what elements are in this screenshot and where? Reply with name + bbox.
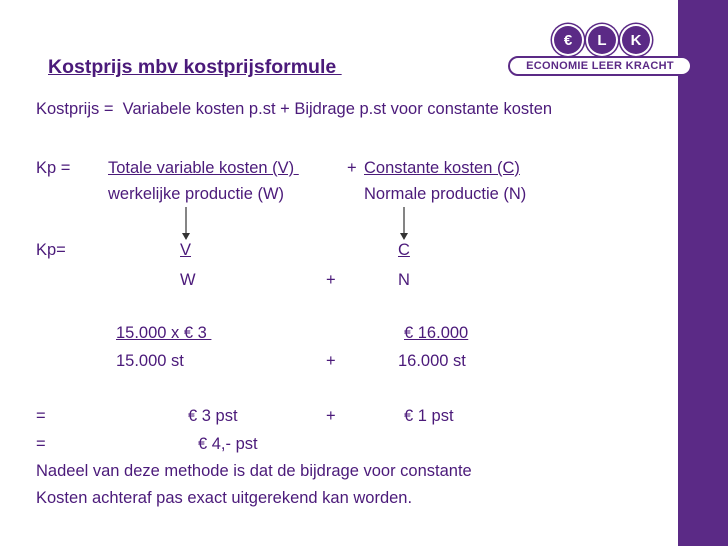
- numerator-constant-costs: Constante kosten (C): [364, 159, 520, 177]
- elk-logo: [508, 26, 692, 78]
- symbol-w: W: [180, 271, 196, 289]
- plus-sign-4: +: [326, 407, 336, 425]
- plus-sign-2: +: [326, 271, 336, 289]
- equals-sign-2: =: [36, 435, 46, 453]
- plus-sign: +: [347, 159, 357, 177]
- denominator-normal-production: Normale productie (N): [364, 185, 527, 203]
- plus-sign-3: +: [326, 352, 336, 370]
- slide-title: [48, 56, 342, 79]
- symbol-n: N: [398, 271, 410, 289]
- kp-label: Kp =: [36, 159, 71, 177]
- result-total-per-unit: € 4,- pst: [198, 435, 258, 453]
- denominator-actual-production: werkelijke productie (W): [108, 185, 285, 203]
- symbol-c: C: [398, 241, 410, 259]
- calc-numerator-constant: € 16.000: [404, 324, 469, 342]
- definition-line: Kostprijs = Variabele kosten p.st + Bijdrage p.st voor constante kosten: [36, 100, 553, 118]
- right-sidebar-band: [678, 0, 728, 546]
- kp2-label: Kp=: [36, 241, 66, 259]
- equals-sign-1: =: [36, 407, 46, 425]
- symbol-v: V: [180, 241, 192, 259]
- note-line-2: Kosten achteraf pas exact uitgerekend kan worden.: [36, 489, 413, 507]
- slide-title-text: Kostprijs mbv kostprijsformule: [48, 56, 342, 78]
- result-constant-per-unit: € 1 pst: [404, 407, 454, 425]
- result-variable-per-unit: € 3 pst: [188, 407, 238, 425]
- numerator-variable-costs: Totale variable kosten (V): [108, 159, 299, 177]
- note-line-1: Nadeel van deze methode is dat de bijdrage voor constante: [36, 462, 472, 480]
- calc-denominator-actual: 15.000 st: [116, 352, 184, 370]
- down-arrow-icon-right: [397, 207, 411, 241]
- euro-circle-icon: €: [554, 26, 582, 54]
- calc-denominator-normal: 16.000 st: [398, 352, 466, 370]
- logo-bar-text: ECONOMIE LEER KRACHT: [508, 56, 692, 76]
- down-arrow-icon-left: [179, 207, 193, 241]
- k-circle-icon: K: [622, 26, 650, 54]
- calc-numerator-variable: 15.000 x € 3: [116, 324, 212, 342]
- l-circle-icon: L: [588, 26, 616, 54]
